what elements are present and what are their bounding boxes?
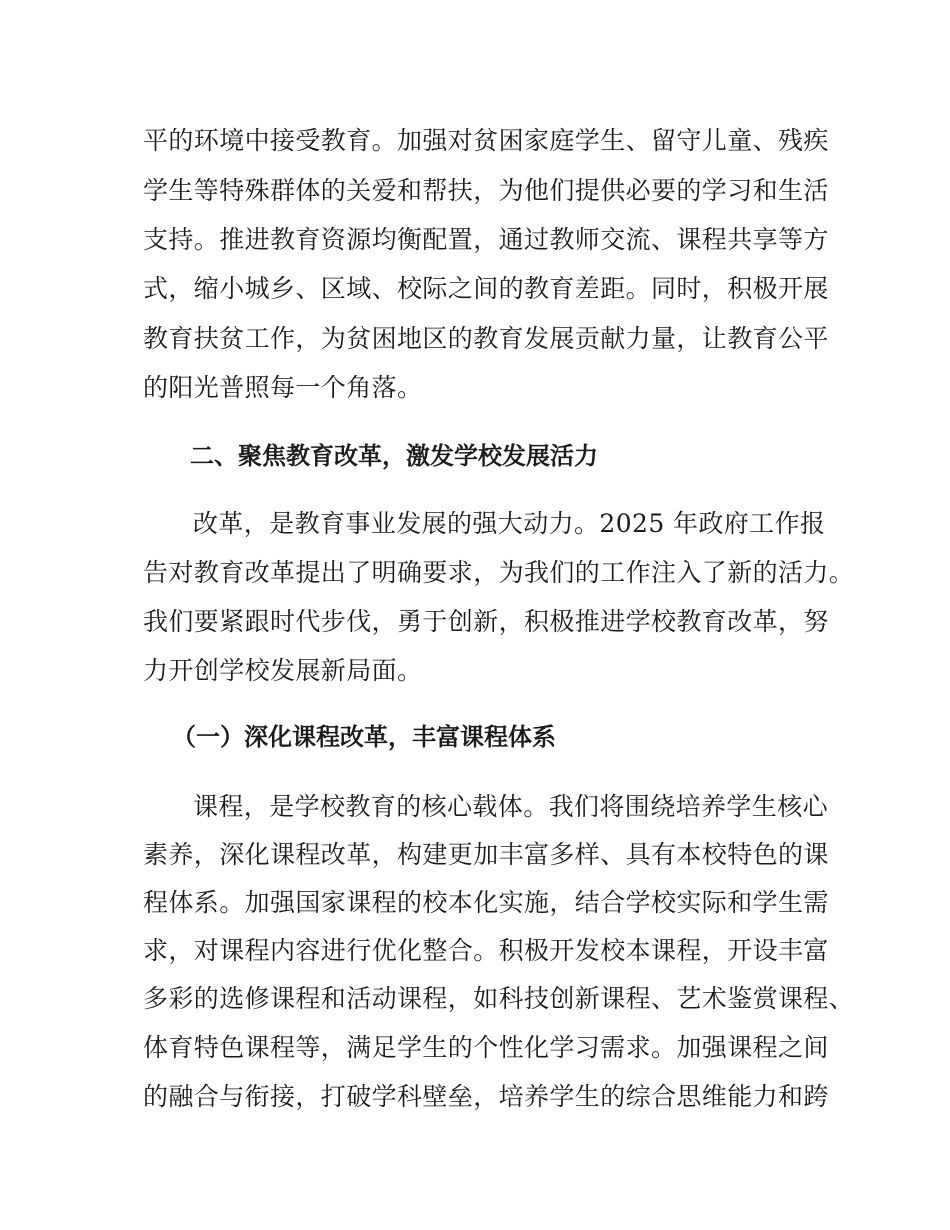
paragraph-line: 平的环境中接受教育。加强对贫困家庭学生、留守儿童、残疾 (143, 126, 829, 155)
paragraph-line: 求，对课程内容进行优化整合。积极开发校本课程，开设丰富 (143, 936, 829, 965)
section-heading: 二、聚焦教育改革，激发学校发展活力 (190, 442, 598, 470)
paragraph-line: 改革，是教育事业发展的强大动力。2025 年政府工作报 (193, 509, 826, 538)
paragraph-line: 课程，是学校教育的核心载体。我们将围绕培养学生核心 (193, 792, 829, 821)
paragraph-line: 学生等特殊群体的关爱和帮扶，为他们提供必要的学习和生活 (143, 176, 829, 205)
paragraph-line: 体育特色课程等，满足学生的个性化学习需求。加强课程之间 (143, 1033, 829, 1062)
paragraph-line: 力开创学校发展新局面。 (143, 656, 423, 685)
paragraph-line: 多彩的选修课程和活动课程，如科技创新课程、艺术鉴赏课程、 (143, 984, 855, 1013)
paragraph-line: 支持。推进教育资源均衡配置，通过教师交流、课程共享等方 (143, 225, 829, 254)
paragraph-line: 式，缩小城乡、区域、校际之间的教育差距。同时，积极开展 (143, 274, 829, 303)
paragraph-line: 素养，深化课程改革，构建更加丰富多样、具有本校特色的课 (143, 840, 829, 869)
paragraph-line: 程体系。加强国家课程的校本化实施，结合学校实际和学生需 (143, 888, 829, 917)
paragraph-line: 教育扶贫工作，为贫困地区的教育发展贡献力量，让教育公平 (143, 324, 829, 353)
paragraph-line: 告对教育改革提出了明确要求，为我们的工作注入了新的活力。 (143, 558, 855, 587)
paragraph-line: 我们要紧跟时代步伐，勇于创新，积极推进学校教育改革，努 (143, 607, 829, 636)
paragraph-line: 的阳光普照每一个角落。 (143, 373, 423, 402)
paragraph-line: 的融合与衔接，打破学科壁垒，培养学生的综合思维能力和跨 (143, 1082, 829, 1111)
subsection-heading: （一）深化课程改革，丰富课程体系 (172, 723, 556, 751)
